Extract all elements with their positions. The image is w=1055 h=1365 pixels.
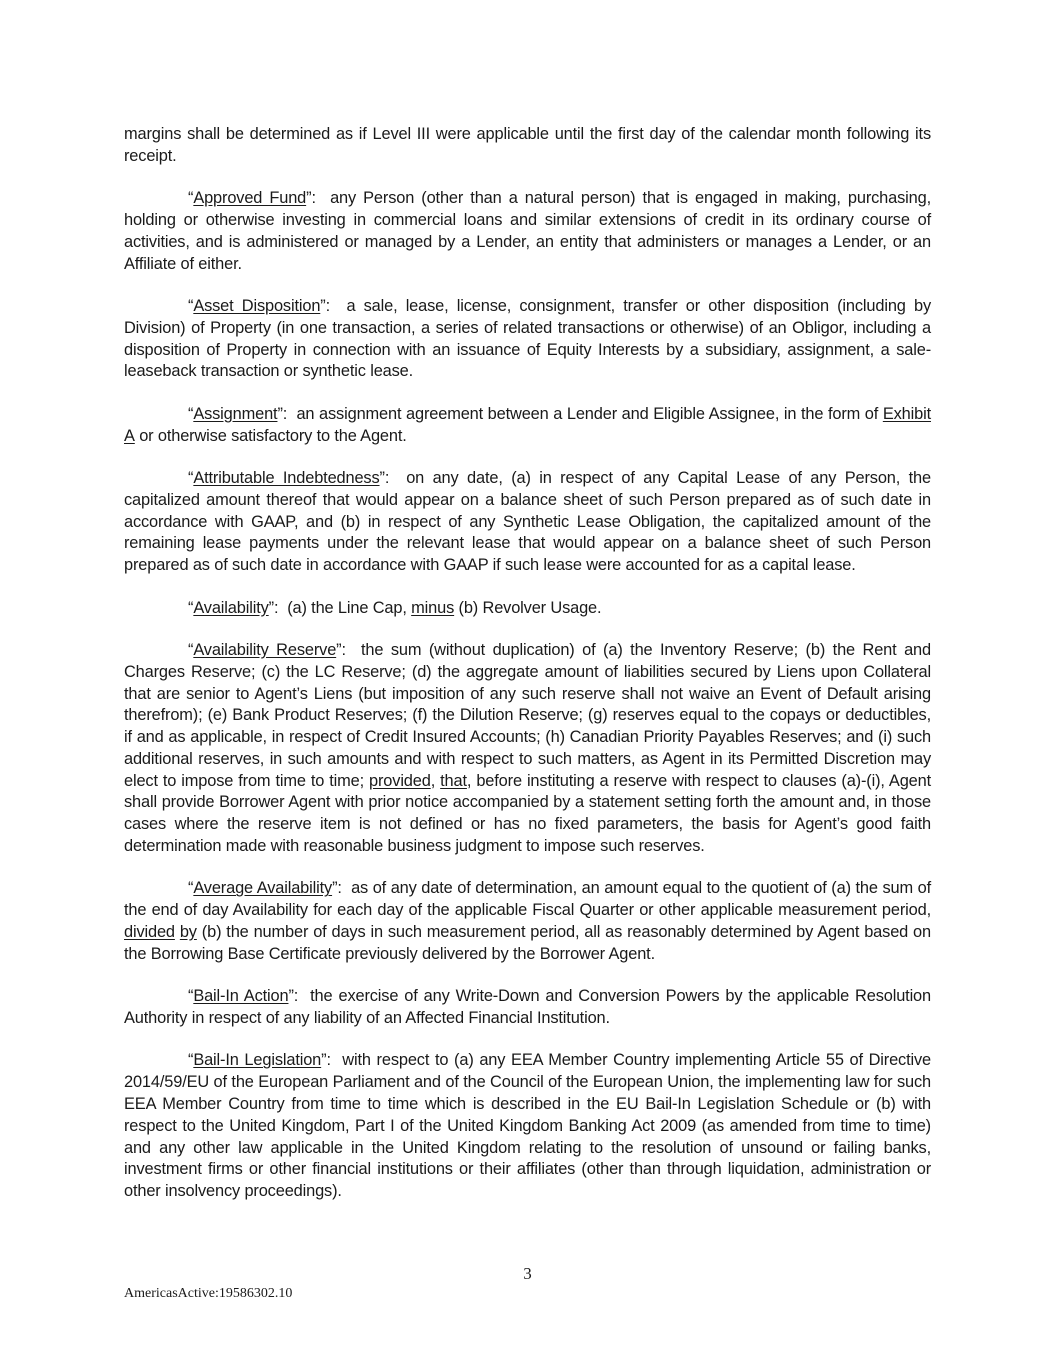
document-id: AmericasActive:19586302.10 xyxy=(124,1286,293,1301)
definition-text: the sum (without duplication) of (a) the Inventory Reserve; (b) the Rent and Charges Reserve; (c) the LC Reserve; (d) the aggregate amount of liabilities secured by Liens upon Collateral that are senior to Agent’s Liens (but imposition of any such reserve shall not waive an Event of Default arising therefrom); (e) Bank Product Reserves; (f) the Dilution Reserve; (g) reserves equal to the copays or deductibles, if and as applicable, in respect of Credit Insured Accounts; (h) Canadian Priority Payables Reserves; and (i) such additional reserves, in such amounts and with respect to such matters, as Agent in its Permitted Discretion may elect to impose from time to time; xyxy=(124,640,931,790)
definition-attributable-indebtedness: “Attributable Indebtedness”: on any date, (a) in respect of any Capital Lease of any Person, the capitalized amount thereof that would appear on a balance sheet of such Person prepared as of such date in accordance with GAAP, and (b) in respect of any Synthetic Lease Obligation, the capitalized amount of the remaining lease payments under the relevant lease that would appear on a balance sheet of such Person prepared as of such date in accordance with GAAP if such lease were accounted for as a capital lease. xyxy=(124,468,931,575)
defined-term: Approved Fund xyxy=(193,189,307,208)
definition-approved-fund: “Approved Fund”: any Person (other than a natural person) that is engaged in making, purchasing, holding or otherwise investing in commercial loans and similar extensions of credit in its ordinary course of activities, and is administered or managed by a Lender, an entity that administers or manages a Lender, or an Affiliate of either. xyxy=(124,189,931,273)
definition-asset-disposition: “Asset Disposition”: a sale, lease, license, consignment, transfer or other disposition (including by Division) of Property (in one transaction, a series of related transactions or otherwise) of an Obligor, including a disposition of Property in connection with an issuance of Equity Interests by a subsidiary, assignment, a sale-leaseback transaction or synthetic lease. xyxy=(124,296,931,381)
underlined-proviso: provided xyxy=(369,771,431,790)
exhibit-reference: Exhibit A xyxy=(124,404,931,445)
definition-text: with respect to (a) any EEA Member Country implementing Article 55 of Directive 2014/59/EU of the European Parliament and of the Council of the European Union, the implementing law for such EEA Member Country from time to time which is described in the EU Bail-In Legislation Schedule or (b) with respect to the United Kingdom, Part I of the United Kingdom Banking Act 2009 (as amended from time to time) and any other law applicable in the United Kingdom relating to the resolution of unsound or failing banks, investment firms or other financial institutions or their affiliates (other than through liquidation, administration or other insolvency proceedings). xyxy=(124,1051,931,1201)
defined-term: Bail-In Legislation xyxy=(193,1051,322,1070)
defined-term: Bail-In Action xyxy=(193,987,289,1006)
underlined-operator: divided xyxy=(124,923,175,942)
defined-term: Availability Reserve xyxy=(193,640,337,659)
definition-text-tail: (b) Revolver Usage. xyxy=(458,598,602,617)
definition-text-tail: before instituting a reserve with respect to clauses (a)-(i), Agent shall provide Borrower Agent with prior notice accompanied by a statement setting forth the amount and, in those cases where the reserve item is not defined or has no fixed parameters, the basis for Agent’s good faith determination made with reasonable business judgment to impose such reserves. xyxy=(124,771,932,856)
underlined-operator: minus xyxy=(411,598,455,617)
definition-text: a sale, lease, license, consignment, transfer or other disposition (including by Division) of Property (in one transaction, a series of related transactions or otherwise) of an Obligor, including a disposition of Property in connection with an issuance of Equity Interests by a subsidiary, assignment, a sale-leaseback transaction or synthetic lease. xyxy=(124,296,931,381)
definition-bail-in-legislation: “Bail-In Legislation”: with respect to (a) any EEA Member Country implementing Article 55 of Directive 2014/59/EU of the European Parliament and of the Council of the European Union, the implementing law for such EEA Member Country from time to time which is described in the EU Bail-In Legislation Schedule or (b) with respect to the United Kingdom, Part I of the United Kingdom Banking Act 2009 (as amended from time to time) and any other law applicable in the United Kingdom relating to the resolution of unsound or failing banks, investment firms or other financial institutions or their affiliates (other than through liquidation, administration or other insolvency proceedings). xyxy=(124,1051,931,1201)
definition-text: as of any date of determination, an amount equal to the quotient of (a) the sum of the end of day Availability for each day of the applicable Fiscal Quarter or other applicable measurement period, xyxy=(124,879,931,920)
defined-term: Assignment xyxy=(193,404,278,423)
definition-text: on any date, (a) in respect of any Capital Lease of any Person, the capitalized amount thereof that would appear on a balance sheet of such Person prepared as of such date in accordance with GAAP, and (b) in respect of any Synthetic Lease Obligation, the capitalized amount of the remaining lease payments under the relevant lease that would appear on a balance sheet of such Person prepared as of such date in accordance with GAAP if such lease were accounted for as a capital lease. xyxy=(124,468,931,575)
document-body xyxy=(124,124,931,1224)
paragraph-text: margins shall be determined as if Level III were applicable until the first day of the calendar month following its receipt. xyxy=(124,125,931,165)
defined-term: Average Availability xyxy=(193,879,333,898)
intro-paragraph xyxy=(124,124,931,168)
underlined-proviso-2: that xyxy=(440,771,467,790)
definition-text-tail: or otherwise satisfactory to the Agent. xyxy=(139,426,407,445)
underlined-operator-2: by xyxy=(179,923,197,942)
definition-average-availability: “Average Availability”: as of any date of determination, an amount equal to the quotient of (a) the sum of the end of day Availability for each day of the applicable Fiscal Quarter or other applicable measurement period, divided by (b) the number of days in such measurement period, all as reasonably determined by Agent based on the Borrowing Base Certificate previously delivered by the Borrower Agent. xyxy=(124,879,931,963)
defined-term: Asset Disposition xyxy=(193,296,321,315)
definition-assignment: “Assignment”: an assignment agreement between a Lender and Eligible Assignee, in the form of Exhibit A or otherwise satisfactory to the Agent. xyxy=(124,404,931,445)
definition-availability: “Availability”: (a) the Line Cap, minus (b) Revolver Usage. xyxy=(188,598,602,617)
definition-text: any Person (other than a natural person) that is engaged in making, purchasing, holding or otherwise investing in commercial loans and similar extensions of credit in its ordinary course of activities, and is administered or managed by a Lender, an entity that administers or manages a Lender, or an Affiliate of either. xyxy=(124,189,931,273)
definition-availability-reserve: “Availability Reserve”: the sum (without duplication) of (a) the Inventory Reserve; (b) the Rent and Charges Reserve; (c) the LC Reserve; (d) the aggregate amount of liabilities secured by Liens upon Collateral that are senior to Agent’s Liens (but imposition of any such reserve shall not waive an Event of Default arising therefrom); (e) Bank Product Reserves; (f) the Dilution Reserve; (g) reserves equal to the copays or deductibles, if and as applicable, in respect of Credit Insured Accounts; (h) Canadian Priority Payables Reserves; and (i) such additional reserves, in such amounts and with respect to such matters, as Agent in its Permitted Discretion may elect to impose from time to time; provided, that, before instituting a reserve with respect to clauses (a)-(i), Agent shall provide Borrower Agent with prior notice accompanied by a statement setting forth the amount and, in those cases where the reserve item is not defined or has no fixed parameters, the basis for Agent’s good faith determination made with reasonable business judgment to impose such reserves. xyxy=(124,640,932,856)
defined-term: Attributable Indebtedness xyxy=(193,468,380,487)
definition-text: the exercise of any Write-Down and Conversion Powers by the applicable Resolution Authority in respect of any liability of an Affected Financial Institution. xyxy=(124,987,931,1028)
definition-text: an assignment agreement between a Lender and Eligible Assignee, in the form of xyxy=(296,404,879,423)
page-number: 3 xyxy=(523,1264,532,1283)
definition-text: (a) the Line Cap, xyxy=(287,598,407,617)
defined-term: Availability xyxy=(193,598,269,617)
definition-bail-in-action: “Bail-In Action”: the exercise of any Write-Down and Conversion Powers by the applicable Resolution Authority in respect of any liability of an Affected Financial Institution. xyxy=(124,987,931,1028)
definition-text-tail: (b) the number of days in such measurement period, all as reasonably determined by Agent based on the Borrowing Base Certificate previously delivered by the Borrower Agent. xyxy=(124,923,931,963)
